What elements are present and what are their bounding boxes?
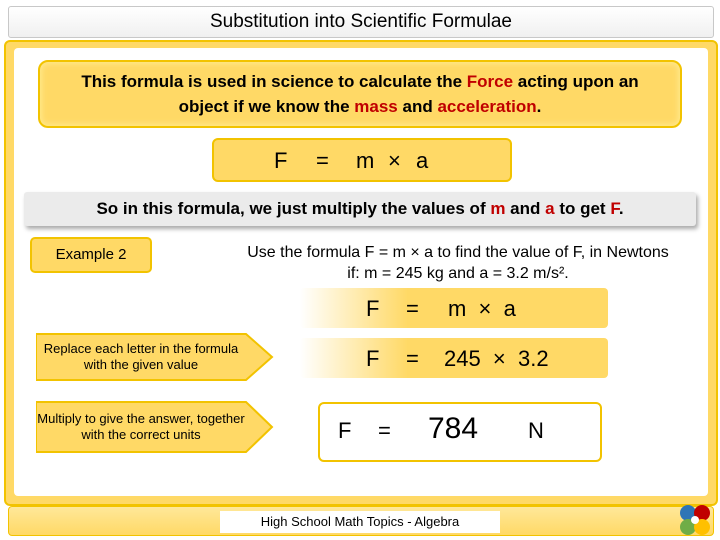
intro-text-4: . bbox=[536, 97, 542, 116]
note-text-2: and bbox=[505, 199, 546, 218]
work-row-substituted bbox=[300, 338, 608, 378]
step-multiply-arrow bbox=[36, 400, 274, 454]
step-replace-arrow bbox=[36, 332, 274, 382]
formula-equals: = bbox=[316, 148, 329, 173]
row2-equals: = bbox=[406, 346, 419, 371]
step-replace-label: Replace each letter in the formula with the given value bbox=[43, 341, 239, 372]
intro-text bbox=[60, 69, 660, 119]
intro-text-3: and bbox=[397, 97, 438, 116]
note-text-1: So in this formula, we just multiply the values of bbox=[96, 199, 491, 218]
problem-line-2: if: m = 245 kg and a = 3.2 m/s². bbox=[347, 265, 569, 282]
formula-box bbox=[212, 138, 512, 182]
intro-box bbox=[38, 60, 682, 128]
acceleration-word: acceleration bbox=[437, 97, 537, 116]
row3-equals: = bbox=[378, 418, 391, 443]
problem-line-1: Use the formula F = m × a to find the value of F, in Newtons bbox=[247, 244, 669, 261]
answer-unit: N bbox=[528, 418, 544, 443]
intro-text-1: This formula is used in science to calculate the bbox=[81, 72, 467, 91]
note-text-3: to get bbox=[554, 199, 611, 218]
note-text-4: . bbox=[618, 199, 624, 218]
footer-text: High School Math Topics - Algebra bbox=[220, 511, 500, 533]
row1-equals: = bbox=[406, 296, 419, 321]
work-row-formula bbox=[300, 288, 608, 328]
row2-expr: 245 × 3.2 bbox=[444, 346, 549, 371]
formula-m: m bbox=[356, 148, 375, 173]
row2-f: F bbox=[366, 346, 380, 371]
formula-times: × bbox=[388, 148, 401, 173]
mass-word: mass bbox=[354, 97, 398, 116]
row3-f: F bbox=[338, 418, 352, 443]
note-f: F bbox=[610, 199, 619, 218]
step-multiply-label: Multiply to give the answer, together with the correct units bbox=[37, 411, 245, 442]
row1-f: F bbox=[366, 296, 380, 321]
note-a: a bbox=[545, 199, 555, 218]
intro-text-2: acting upon an object if we know the bbox=[178, 72, 639, 116]
answer-value: 784 bbox=[428, 412, 479, 445]
explanation-note bbox=[24, 192, 696, 226]
problem-statement bbox=[214, 242, 702, 284]
slide-title: Substitution into Scientific Formulae bbox=[8, 6, 714, 38]
note-m: m bbox=[490, 199, 506, 218]
row1-expr: m × a bbox=[448, 296, 516, 321]
formula-f: F bbox=[274, 148, 288, 173]
force-word: Force bbox=[466, 72, 514, 91]
work-row-answer bbox=[318, 402, 602, 462]
formula-a: a bbox=[416, 148, 429, 173]
example-label: Example 2 bbox=[30, 237, 152, 273]
puzzle-icon bbox=[678, 503, 712, 537]
